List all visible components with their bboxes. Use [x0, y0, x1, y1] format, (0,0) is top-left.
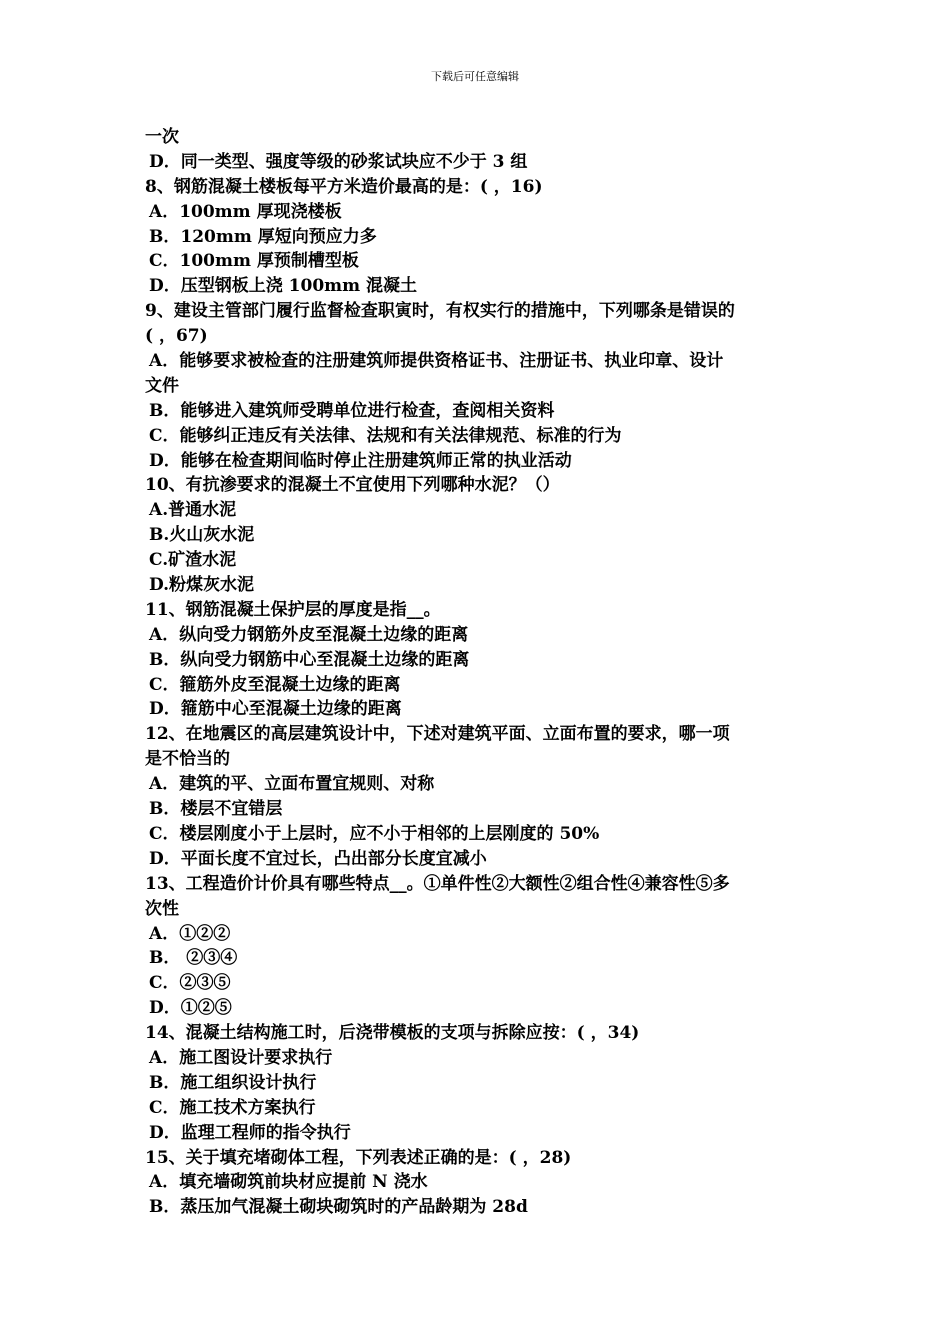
option-line: C．100mm 厚预制槽型板 [149, 251, 359, 272]
option-line: C.矿渣水泥 [149, 550, 237, 571]
option-line: D．能够在检查期间临时停止注册建筑师正常的执业活动 [149, 450, 572, 471]
text-line: 是不恰当的 [145, 749, 230, 770]
option-line: A.普通水泥 [149, 500, 237, 521]
question-line: 14、混凝土结构施工时，后浇带模板的支项与拆除应按：( ，34) [145, 1023, 640, 1044]
option-line: C．能够纠正违反有关法律、法规和有关法律规范、标准的行为 [149, 425, 622, 446]
option-line: D．箍筋中心至混凝土边缘的距离 [149, 699, 402, 720]
option-line: A．100mm 厚现浇楼板 [149, 201, 342, 222]
text-line: 一次 [145, 127, 179, 147]
option-line: B．施工组织设计执行 [149, 1072, 317, 1093]
question-line: 13、工程造价计价具有哪些特点__。①单件性②大额性②组合性④兼容性⑤多 [145, 873, 730, 894]
text-line: 次性 [145, 898, 179, 919]
page-header: 下载后可任意编辑 [431, 70, 519, 83]
option-line: B．蒸压加气混凝土砌块砌筑时的产品龄期为 28d [149, 1197, 528, 1218]
option-line: B． ②③④ [149, 948, 238, 969]
option-line: A．填充墙砌筑前块材应提前 N 浇水 [149, 1172, 428, 1193]
question-line: 8、钢筋混凝土楼板每平方米造价最高的是：( ，16) [145, 176, 543, 197]
option-line: A．①②② [149, 923, 231, 944]
option-line: D．监理工程师的指令执行 [149, 1122, 351, 1143]
option-line: D．①②⑤ [149, 998, 232, 1019]
option-line: B．纵向受力钢筋中心至混凝土边缘的距离 [149, 649, 470, 670]
question-line: 12、在地震区的高层建筑设计中，下述对建筑平面、立面布置的要求，哪一项 [145, 724, 730, 745]
question-line: 15、关于填充堵砌体工程，下列表述正确的是：( ，28) [145, 1147, 572, 1168]
option-line: A．纵向受力钢筋外皮至混凝土边缘的距离 [149, 624, 469, 645]
option-line: C．施工技术方案执行 [149, 1097, 316, 1118]
option-line: C．楼层刚度小于上层时，应不小于相邻的上层刚度的 50% [149, 823, 600, 844]
option-line: B.火山灰水泥 [149, 525, 255, 546]
text-line: 文件 [145, 375, 179, 396]
question-line: ( ，67) [145, 326, 208, 347]
option-line: A．施工图设计要求执行 [149, 1047, 333, 1068]
question-line: 11、钢筋混凝土保护层的厚度是指__。 [145, 599, 441, 620]
question-line: 9、建设主管部门履行监督检查职寅时，有权实行的措施中，下列哪条是错误的 [145, 301, 735, 322]
option-line: C．②③⑤ [149, 973, 231, 994]
option-line: D．同一类型、强度等级的砂浆试块应不少于 3 组 [149, 151, 528, 172]
option-line: C．箍筋外皮至混凝土边缘的距离 [149, 674, 401, 695]
option-line: D．平面长度不宜过长，凸出部分长度宜减小 [149, 848, 487, 869]
option-line: B．楼层不宜错层 [149, 799, 283, 820]
option-line: D.粉煤灰水泥 [149, 575, 255, 596]
option-line: A．建筑的平、立面布置宜规则、对称 [149, 774, 435, 795]
option-line: B．120mm 厚短向预应力多 [149, 226, 377, 247]
option-line: A．能够要求被检查的注册建筑师提供资格证书、注册证书、执业印章、设计 [149, 351, 724, 372]
question-line: 10、有抗渗要求的混凝土不宜使用下列哪种水泥？（） [145, 475, 560, 496]
document-body [145, 125, 810, 1220]
option-line: B．能够进入建筑师受聘单位进行检查，查阅相关资料 [149, 400, 555, 421]
option-line: D．压型钢板上浇 100mm 混凝土 [149, 276, 418, 297]
